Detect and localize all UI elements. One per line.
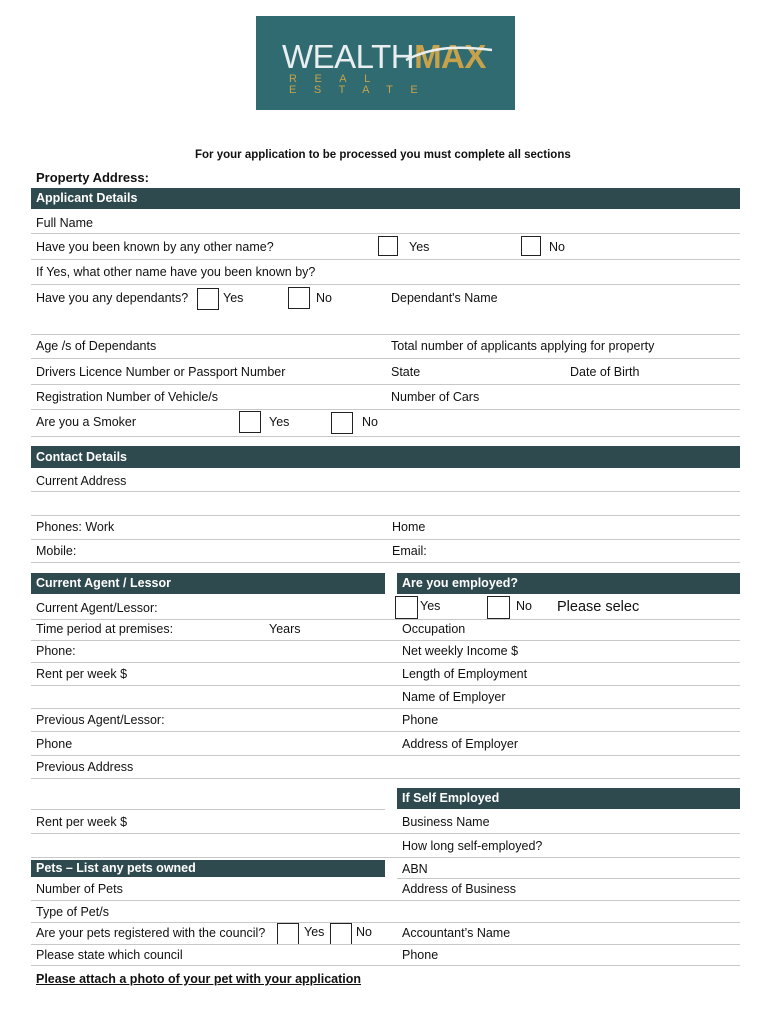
number-of-cars-label: Number of Cars <box>391 390 480 404</box>
years-label: Years <box>269 622 301 636</box>
other-name-yes-checkbox[interactable] <box>378 236 398 256</box>
divider <box>31 334 740 335</box>
occupation-label: Occupation <box>402 622 466 636</box>
employer-address-label: Address of Employer <box>402 737 519 751</box>
business-address-label: Address of Business <box>402 882 516 896</box>
smoker-yes-label: Yes <box>269 415 290 429</box>
total-applicants-label: Total number of applicants applying for property <box>391 339 655 353</box>
smoker-question: Are you a Smoker <box>36 415 137 429</box>
business-name-label: Business Name <box>402 815 490 829</box>
divider <box>31 491 740 492</box>
divider <box>31 384 740 385</box>
agent-phone-label: Phone: <box>36 644 76 658</box>
wealthmax-logo <box>256 16 515 110</box>
dependants-yes-checkbox[interactable] <box>197 288 219 310</box>
abn-label: ABN <box>402 862 428 876</box>
applicant-details-header: Applicant Details <box>31 188 740 209</box>
divider <box>31 619 740 620</box>
divider <box>31 731 740 732</box>
number-of-pets-label: Number of Pets <box>36 882 123 896</box>
dependants-question: Have you any dependants? <box>36 291 189 305</box>
contact-details-header: Contact Details <box>31 446 740 468</box>
divider <box>31 640 740 641</box>
divider <box>31 436 740 437</box>
accountant-name-label: Accountant’s Name <box>402 926 511 940</box>
pet-type-label: Type of Pet/s <box>36 905 109 919</box>
other-name-no-label: No <box>549 240 565 254</box>
divider <box>31 233 740 234</box>
accountant-phone-label: Phone <box>402 948 439 962</box>
pets-header: Pets – List any pets owned <box>31 860 385 877</box>
dependant-name-label: Dependant's Name <box>391 291 498 305</box>
self-employed-duration-label: How long self-employed? <box>402 839 543 853</box>
divider <box>31 358 740 359</box>
divider <box>31 515 740 516</box>
other-name-label: If Yes, what other name have you been known by? <box>36 265 316 279</box>
dependants-no-checkbox[interactable] <box>288 287 310 309</box>
employer-name-label: Name of Employer <box>402 690 506 704</box>
full-name-label: Full Name <box>36 216 93 230</box>
other-name-question: Have you been known by any other name? <box>36 240 274 254</box>
mobile-label: Mobile: <box>36 544 77 558</box>
divider <box>31 409 740 410</box>
employer-phone-label: Phone <box>402 713 439 727</box>
divider <box>31 944 740 945</box>
divider <box>31 562 740 563</box>
work-phone-label: Phones: Work <box>36 520 115 534</box>
previous-rent-label: Rent per week $ <box>36 815 128 829</box>
divider <box>31 259 740 260</box>
licence-label: Drivers Licence Number or Passport Number <box>36 365 286 379</box>
time-period-label: Time period at premises: <box>36 622 174 636</box>
divider <box>31 284 740 285</box>
property-address-label: Property Address: <box>36 170 149 185</box>
smoker-no-label: No <box>362 415 378 429</box>
employed-yes-checkbox[interactable] <box>395 596 418 619</box>
other-name-no-checkbox[interactable] <box>521 236 541 256</box>
employed-yes-label: Yes <box>420 599 441 613</box>
logo-swoosh-icon <box>404 44 494 64</box>
divider <box>31 857 740 858</box>
other-name-yes-label: Yes <box>409 240 430 254</box>
divider <box>31 900 740 901</box>
vehicle-rego-label: Registration Number of Vehicle/s <box>36 390 219 404</box>
divider <box>31 809 385 810</box>
current-agent-header: Current Agent / Lessor <box>31 573 385 594</box>
pets-registered-yes-label: Yes <box>304 925 325 939</box>
pets-registered-no-checkbox[interactable] <box>330 923 352 945</box>
dependants-yes-label: Yes <box>223 291 244 305</box>
smoker-no-checkbox[interactable] <box>331 412 353 434</box>
divider <box>31 662 740 663</box>
divider <box>31 685 740 686</box>
dependants-no-label: No <box>316 291 332 305</box>
previous-address-label: Previous Address <box>36 760 134 774</box>
employment-header: Are you employed? <box>397 573 740 594</box>
employed-no-checkbox[interactable] <box>487 596 510 619</box>
pets-registered-question: Are your pets registered with the council? <box>36 926 266 940</box>
employment-length-label: Length of Employment <box>402 667 528 681</box>
pet-photo-note: Please attach a photo of your pet with your application <box>36 972 362 986</box>
instructions-notice: For your application to be processed you must complete all sections <box>195 149 571 161</box>
email-label: Email: <box>392 544 427 558</box>
divider <box>31 755 740 756</box>
logo-wordmark: WEALTHMAX <box>282 38 486 75</box>
previous-agent-phone-label: Phone <box>36 737 73 751</box>
employed-no-label: No <box>516 599 532 613</box>
state-label: State <box>391 365 421 379</box>
home-phone-label: Home <box>392 520 426 534</box>
rent-per-week-label: Rent per week $ <box>36 667 128 681</box>
current-agent-label: Current Agent/Lessor: <box>36 601 158 615</box>
employment-select[interactable]: Please selec <box>557 599 640 615</box>
divider <box>397 878 740 879</box>
pets-registered-no-label: No <box>356 925 372 939</box>
current-address-label: Current Address <box>36 474 127 488</box>
logo-tagline: REAL ESTATE <box>289 73 436 96</box>
smoker-yes-checkbox[interactable] <box>239 411 261 433</box>
divider <box>31 965 740 966</box>
self-employed-header: If Self Employed <box>397 788 740 809</box>
net-income-label: Net weekly Income $ <box>402 644 519 658</box>
dob-label: Date of Birth <box>570 365 640 379</box>
council-label: Please state which council <box>36 948 183 962</box>
pets-registered-yes-checkbox[interactable] <box>277 923 299 945</box>
dependant-ages-label: Age /s of Dependants <box>36 339 157 353</box>
previous-agent-label: Previous Agent/Lessor: <box>36 713 165 727</box>
divider <box>31 708 740 709</box>
divider <box>31 922 740 923</box>
divider <box>31 539 740 540</box>
divider <box>31 778 740 779</box>
divider <box>31 833 740 834</box>
